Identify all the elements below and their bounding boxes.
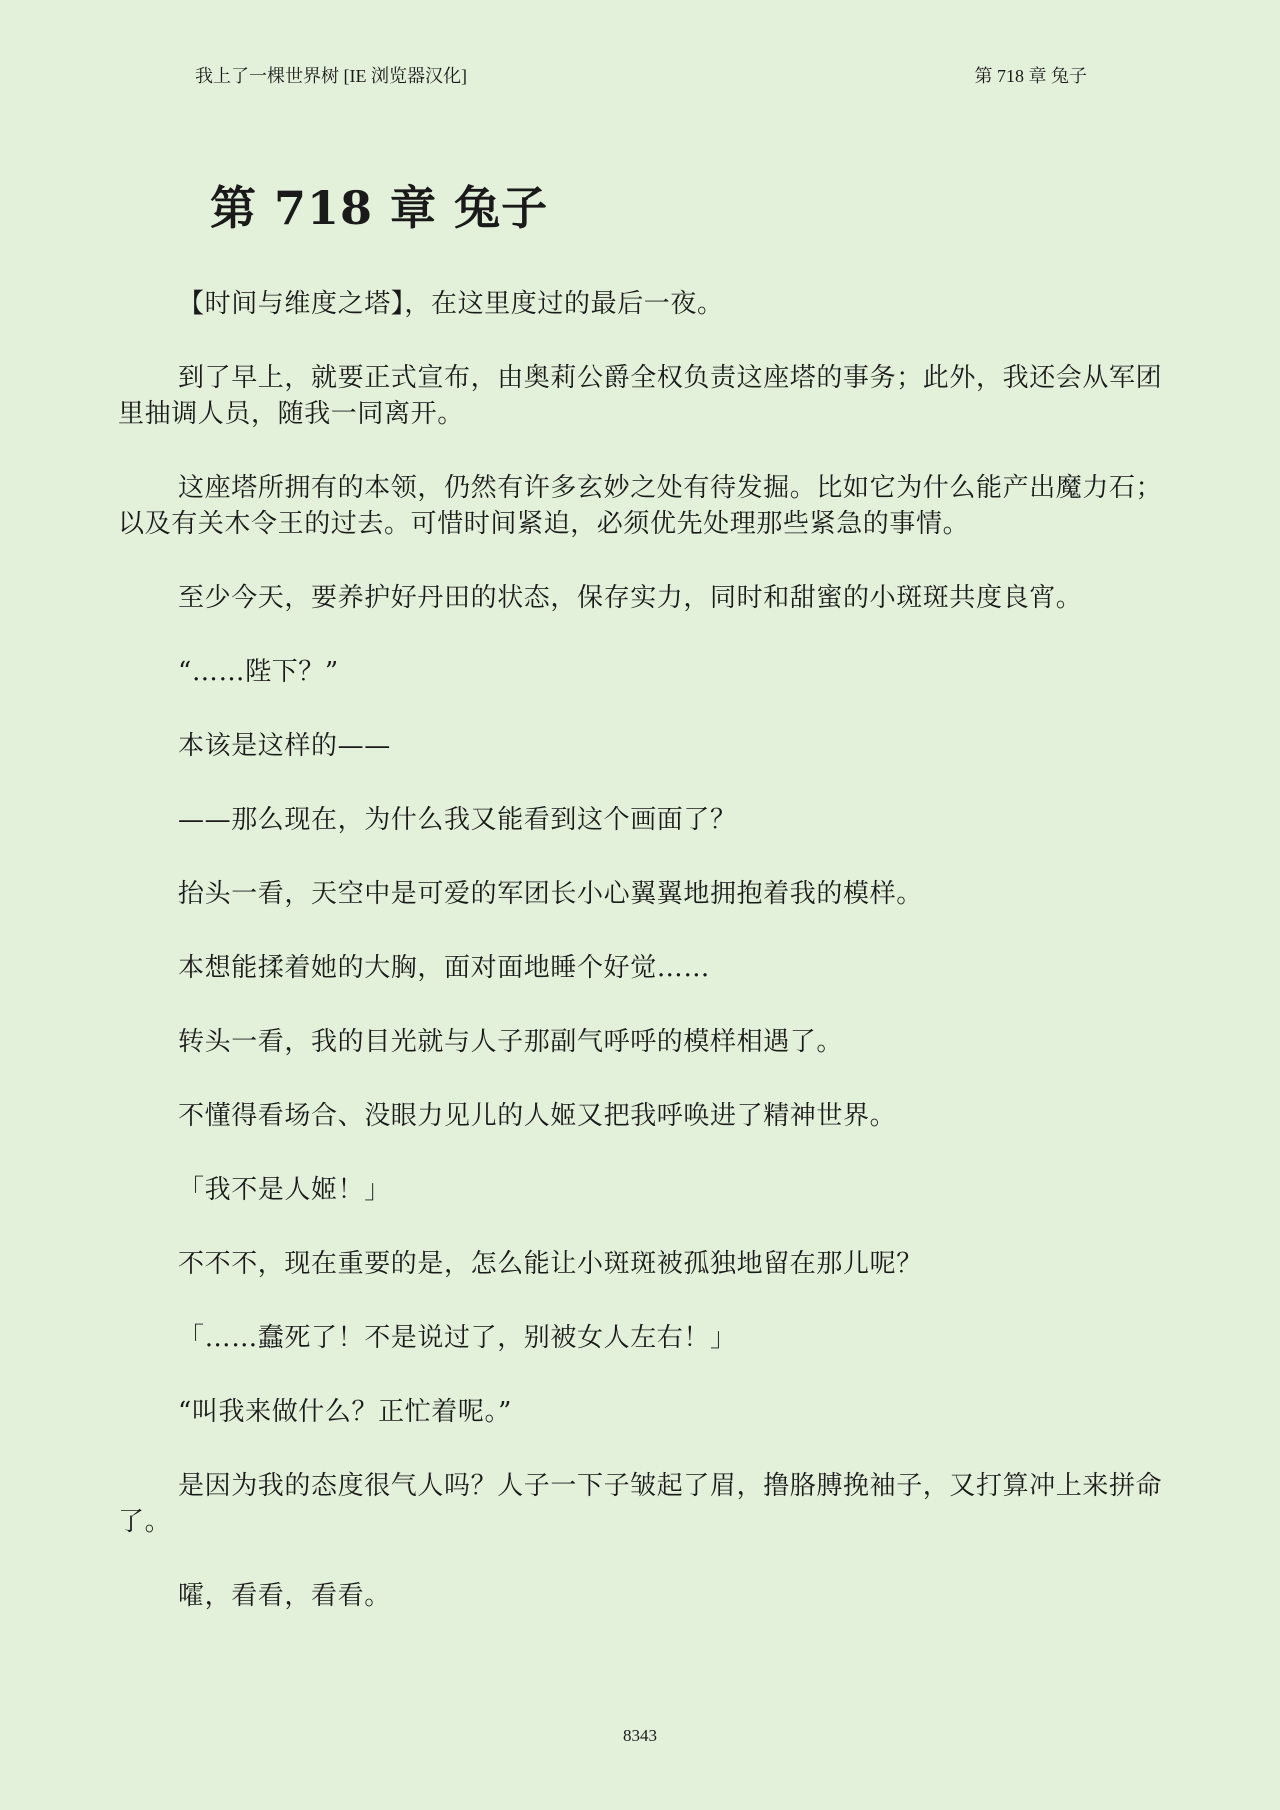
paragraph: 本想能揉着她的大胸，面对面地睡个好觉…… — [178, 953, 711, 983]
paragraph: 「……蠢死了！不是说过了，别被女人左右！」 — [178, 1323, 737, 1353]
paragraph: 不不不，现在重要的是，怎么能让小斑斑被孤独地留在那儿呢？ — [178, 1249, 923, 1279]
paragraph: 「我不是人姬！」 — [178, 1175, 391, 1205]
paragraph: ——那么现在，为什么我又能看到这个画面了？ — [178, 805, 737, 835]
running-header — [0, 58, 1280, 88]
book-title: 我上了一棵世界树 [IE 浏览器汉化] — [195, 66, 467, 86]
page-number: 8343 — [623, 1726, 657, 1745]
paragraph: 至少今天，要养护好丹田的状态，保存实力，同时和甜蜜的小斑斑共度良宵。 — [178, 583, 1083, 613]
paragraph: “叫我来做什么？正忙着呢。” — [178, 1397, 512, 1427]
paragraph: 抬头一看，天空中是可爱的军团长小心翼翼地拥抱着我的模样。 — [178, 879, 923, 909]
paragraph: 是因为我的态度很气人吗？人子一下子皱起了眉，撸胳膊挽袖子，又打算冲上来拼命了。 — [118, 1471, 1163, 1537]
chapter-body — [118, 286, 1166, 1652]
paragraph: 转头一看，我的目光就与人子那副气呼呼的模样相遇了。 — [178, 1027, 844, 1057]
paragraph: 【时间与维度之塔】，在这里度过的最后一夜。 — [178, 289, 724, 319]
paragraph: 本该是这样的—— — [178, 731, 391, 761]
paragraph: 这座塔所拥有的本领，仍然有许多玄妙之处有待发掘。比如它为什么能产出魔力石；以及有关木令王的过去。可惜时间紧迫，必须优先处理那些紧急的事情。 — [118, 473, 1163, 539]
paragraph: “……陛下？” — [178, 657, 339, 687]
paragraph: 不懂得看场合、没眼力见儿的人姬又把我呼唤进了精神世界。 — [178, 1101, 897, 1131]
paragraph: 嚯，看看，看看。 — [178, 1581, 391, 1611]
chapter-title: 第 718 章 兔子 — [210, 181, 549, 235]
paragraph: 到了早上，就要正式宣布，由奥莉公爵全权负责这座塔的事务；此外，我还会从军团里抽调人员，随我一同离开。 — [118, 363, 1163, 429]
chapter-label: 第 718 章 兔子 — [974, 66, 1087, 86]
